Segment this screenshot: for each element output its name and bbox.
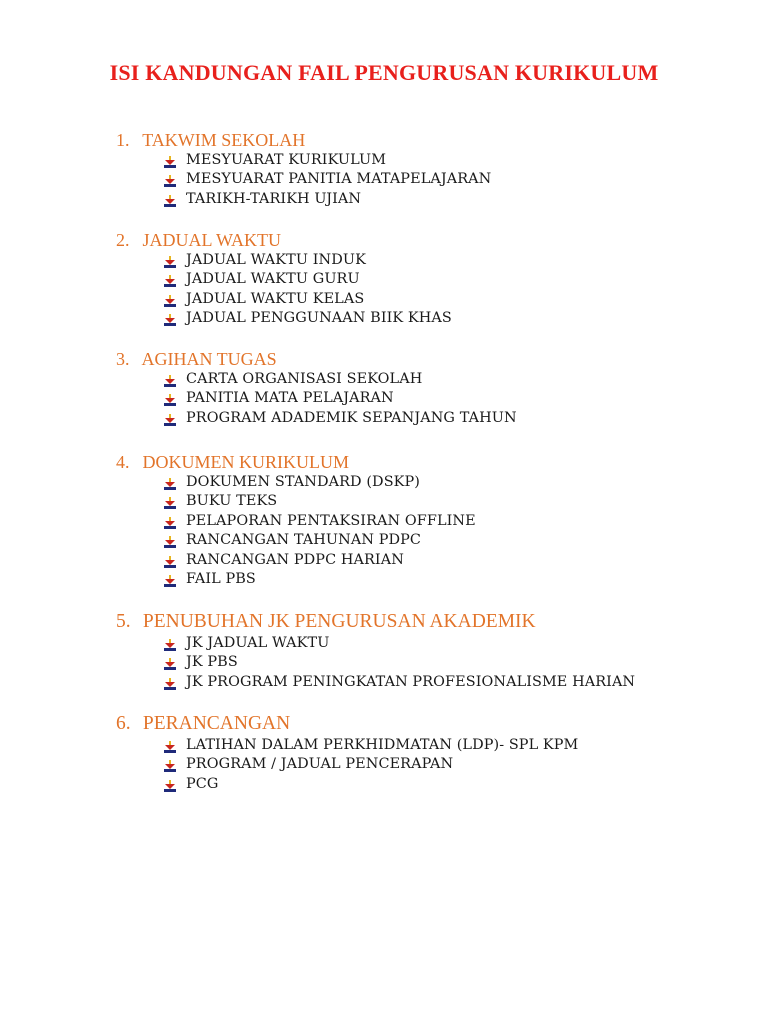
section-number: 2. [116, 230, 130, 250]
list-item [116, 473, 736, 492]
section-number: 6. [116, 713, 131, 734]
section-title: JADUAL WAKTU [142, 230, 281, 250]
arrow-bullet-icon [164, 779, 176, 791]
section-title: AGIHAN TUGAS [141, 349, 277, 369]
section-number: 3. [116, 349, 130, 369]
list-item-text: JK PBS [186, 654, 238, 671]
arrow-bullet-icon [164, 555, 176, 567]
arrow-bullet-icon [164, 677, 176, 689]
list-item-text: JADUAL WAKTU KELAS [186, 290, 365, 307]
list-item [116, 151, 736, 170]
item-list [116, 370, 736, 428]
list-item-text: RANCANGAN TAHUNAN PDPC [186, 532, 422, 549]
arrow-bullet-icon [164, 194, 176, 206]
list-item-text: JADUAL WAKTU INDUK [186, 252, 366, 268]
arrow-bullet-icon [164, 274, 176, 286]
section-number: 4. [116, 452, 130, 472]
list-item [116, 736, 736, 755]
arrow-bullet-icon [164, 393, 176, 405]
section-heading [116, 229, 736, 251]
section-title: PENUBUHAN JK PENGURUSAN AKADEMIK [142, 611, 536, 632]
list-item-text: PCG [186, 775, 219, 792]
arrow-bullet-icon [164, 155, 176, 167]
list-item [116, 673, 736, 692]
list-item [116, 251, 736, 270]
list-item-text: JADUAL PENGGUNAAN BIIK KHAS [186, 310, 452, 327]
arrow-bullet-icon [164, 496, 176, 508]
list-item [116, 409, 736, 428]
list-item [116, 270, 736, 289]
list-item [116, 755, 736, 774]
list-item [116, 290, 736, 309]
section-heading [116, 712, 736, 736]
list-item [116, 653, 736, 672]
section-title: TAKWIM SEKOLAH [142, 130, 306, 150]
list-item-text: JK PROGRAM PENINGKATAN PROFESIONALISME HARIAN [186, 673, 636, 690]
list-item-text: DOKUMEN STANDARD (DSKP) [186, 474, 420, 490]
list-item [116, 492, 736, 511]
list-item-text: JK JADUAL WAKTU [186, 635, 330, 651]
arrow-bullet-icon [164, 638, 176, 650]
list-item [116, 370, 736, 389]
list-item [116, 551, 736, 570]
section-jadual-waktu [116, 229, 736, 329]
section-title: DOKUMEN KURIKULUM [142, 452, 349, 472]
list-item [116, 634, 736, 653]
arrow-bullet-icon [164, 374, 176, 386]
item-list [116, 634, 736, 692]
list-item [116, 170, 736, 189]
section-dokumen-kurikulum [116, 451, 736, 589]
list-item-text: LATIHAN DALAM PERKHIDMATAN (LDP)- SPL KPM [186, 737, 579, 753]
section-heading [116, 610, 736, 634]
arrow-bullet-icon [164, 740, 176, 752]
arrow-bullet-icon [164, 294, 176, 306]
arrow-bullet-icon [164, 574, 176, 586]
list-item-text: PROGRAM / JADUAL PENCERAPAN [186, 756, 454, 773]
list-item [116, 775, 736, 794]
arrow-bullet-icon [164, 535, 176, 547]
arrow-bullet-icon [164, 255, 176, 267]
list-item [116, 570, 736, 589]
section-heading [116, 348, 736, 370]
section-penubuhan-jk [116, 610, 736, 692]
item-list [116, 473, 736, 589]
list-item [116, 309, 736, 328]
list-item-text: FAIL PBS [186, 570, 256, 587]
arrow-bullet-icon [164, 759, 176, 771]
list-item-text: TARIKH-TARIKH UJIAN [186, 190, 362, 207]
item-list [116, 251, 736, 329]
list-item [116, 389, 736, 408]
section-number: 1. [116, 130, 130, 150]
arrow-bullet-icon [164, 657, 176, 669]
list-item-text: CARTA ORGANISASI SEKOLAH [186, 371, 423, 387]
section-heading [116, 451, 736, 473]
section-agihan-tugas [116, 348, 736, 428]
arrow-bullet-icon [164, 174, 176, 186]
list-item [116, 512, 736, 531]
arrow-bullet-icon [164, 313, 176, 325]
section-perancangan [116, 712, 736, 794]
arrow-bullet-icon [164, 413, 176, 425]
section-number: 5. [116, 611, 131, 632]
list-item-text: PANITIA MATA PELAJARAN [186, 390, 394, 407]
section-title: PERANCANGAN [142, 713, 291, 734]
arrow-bullet-icon [164, 516, 176, 528]
list-item-text: BUKU TEKS [186, 493, 278, 510]
item-list [116, 736, 736, 794]
list-item-text: PELAPORAN PENTAKSIRAN OFFLINE [186, 512, 476, 529]
list-item-text: MESYUARAT KURIKULUM [186, 152, 387, 168]
list-item-text: MESYUARAT PANITIA MATAPELAJARAN [186, 171, 492, 188]
arrow-bullet-icon [164, 477, 176, 489]
document-title: ISI KANDUNGAN FAIL PENGURUSAN KURIKULUM [109, 60, 659, 85]
list-item-text: RANCANGAN PDPC HARIAN [186, 551, 404, 568]
list-item-text: PROGRAM ADADEMIK SEPANJANG TAHUN [186, 409, 517, 426]
list-item [116, 531, 736, 550]
list-item-text: JADUAL WAKTU GURU [186, 271, 360, 288]
section-takwim-sekolah [116, 129, 736, 209]
list-item [116, 190, 736, 209]
section-heading [116, 129, 736, 151]
item-list [116, 151, 736, 209]
